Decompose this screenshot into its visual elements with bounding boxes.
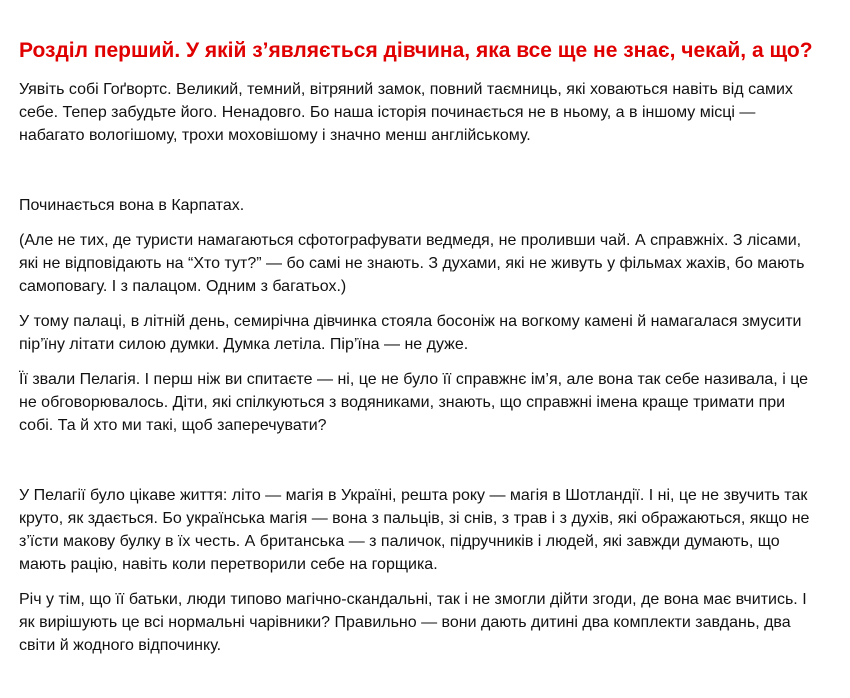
paragraph-two-magics: У Пелагії було цікаве життя: літо — магія в Україні, решта року — магія в Шотландії. І ні, це не звучить так круто, як здається. Бо українська магія — вона з пальців, зі снів, з трав і з духів, які ображаються, якщо не з’їсти макову булку в їх честь. А британська — з паличок, підручників і людей, які завжди думають, що мають рацію, навіть коли перетворили себе на горщика. bbox=[19, 487, 810, 573]
chapter-heading: Розділ перший. У якій з’являється дівчина, яка все ще не знає, чекай, а що? bbox=[19, 39, 813, 62]
paragraph-spacer bbox=[19, 159, 819, 194]
paragraph-spacer bbox=[19, 449, 819, 484]
paragraph-carpathians: Починається вона в Карпатах. bbox=[19, 197, 245, 214]
paragraph-aside: (Але не тих, де туристи намагаються сфотографувати ведмедя, не проливши чай. А справжніх. З лісами, які не відповідають на “Хто тут?” — бо самі не знають. З духами, які не живуть у фільмах жахів, бо мають самоповагу. І з палацом. Одним з багатьох.) bbox=[19, 232, 805, 295]
paragraph-parents: Річ у тім, що її батьки, люди типово магічно-скандальні, так і не змогли дійти згоди, де вона має вчитись. І як вирішують це всі нормальні чарівники? Правильно — вони дають дитині два комплекти завдань, два світи й жодного відпочинку. bbox=[19, 591, 807, 654]
document-page bbox=[19, 38, 819, 669]
paragraph-intro: Уявіть собі Гоґвортс. Великий, темний, вітряний замок, повний таємниць, які ховаються навіть від самих себе. Тепер забудьте його. Ненадовго. Бо наша історія починається не в ньому, а в іншому місці — набагато вологішому, трохи моховішому і значно менш англійському. bbox=[19, 81, 793, 144]
paragraph-pelagia-name: Її звали Пелагія. І перш ніж ви спитаєте — ні, це не було її справжнє ім’я, але вона так себе називала, і це не обговорювалось. Діти, які спілкуються з водяниками, знають, що справжні імена краще тримати при собі. Та й хто ми такі, щоб заперечувати? bbox=[19, 371, 809, 434]
paragraph-palace: У тому палаці, в літній день, семирічна дівчинка стояла босоніж на вогкому камені й намагалася змусити пір’їну літати силою думки. Думка летіла. Пір’їна — не дуже. bbox=[19, 313, 802, 353]
